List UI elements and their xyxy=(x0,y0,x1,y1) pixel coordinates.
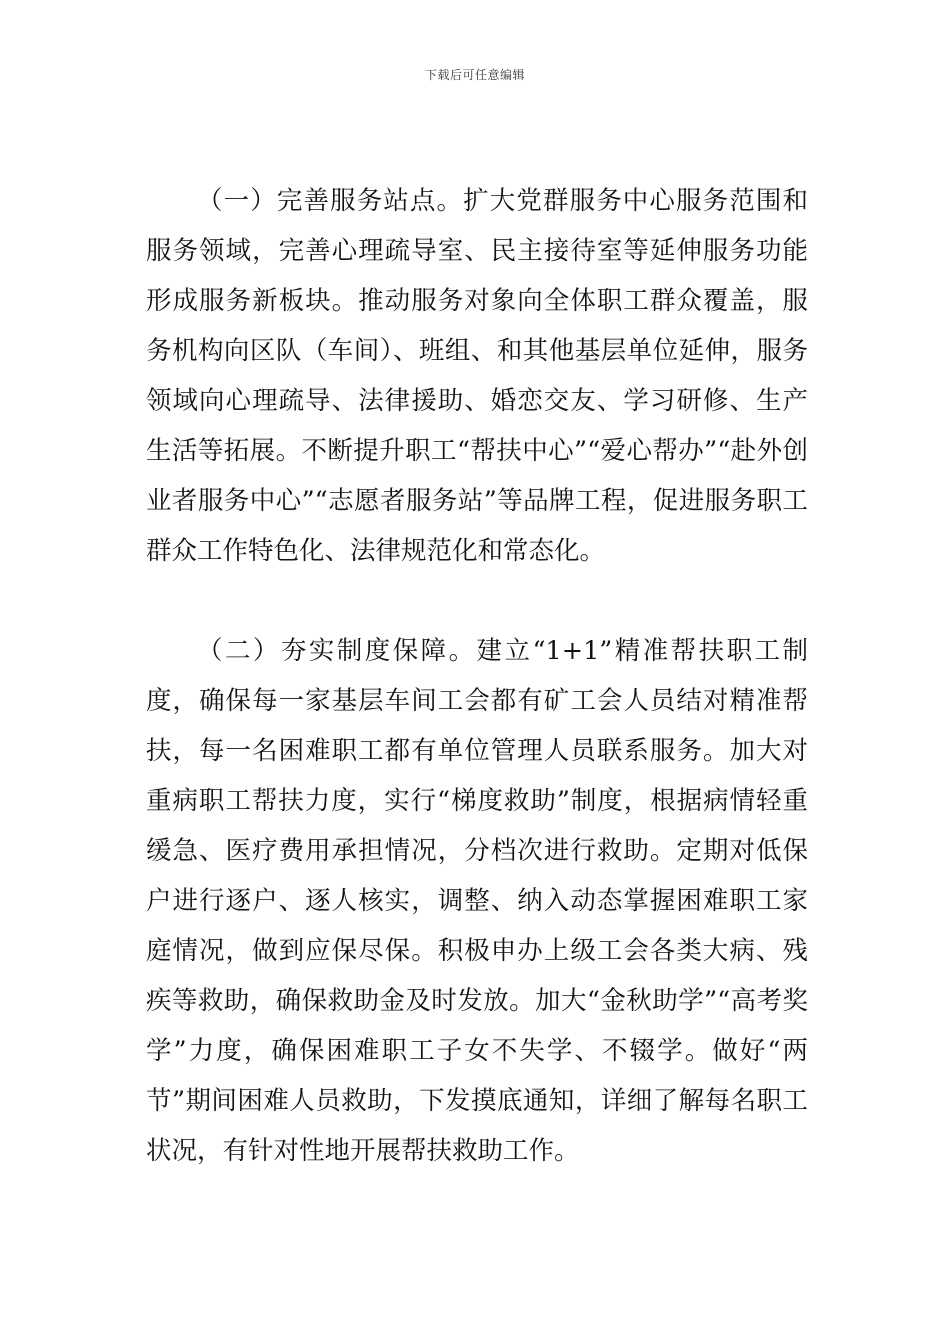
page-header-note: 下载后可任意编辑 xyxy=(424,68,525,82)
paragraph-service-stations: （一）完善服务站点。扩大党群服务中心服务范围和服务领域，完善心理疏导室、民主接待室等延伸服务功能形成服务新板块。推动服务对象向全体职工群众覆盖，服务机构向区队（车间）、班组、和其他基层单位延伸，服务领域向心理疏导、法律援助、婚恋交友、学习研修、生产生活等拓展。不断提升职工“帮扶中心”“爱心帮办”“赴外创业者服务中心”“志愿者服务站”等品牌工程，促进服务职工群众工作特色化、法律规范化和常态化。 xyxy=(146,186,808,566)
document-body xyxy=(146,176,808,1176)
paragraph-system-guarantee: （二）夯实制度保障。建立“1+1”精准帮扶职工制度，确保每一家基层车间工会都有矿工会人员结对精准帮扶，每一名困难职工都有单位管理人员联系服务。加大对重病职工帮扶力度，实行“梯度救助”制度，根据病情轻重缓急、医疗费用承担情况，分档次进行救助。定期对低保户进行逐户、逐人核实，调整、纳入动态掌握困难职工家庭情况，做到应保尽保。积极申办上级工会各类大病、残疾等救助，确保救助金及时发放。加大“金秋助学”“高考奖学”力度，确保困难职工子女不失学、不辍学。做好“两节”期间困难人员救助，下发摸底通知，详细了解每名职工状况，有针对性地开展帮扶救助工作。 xyxy=(146,636,808,1166)
